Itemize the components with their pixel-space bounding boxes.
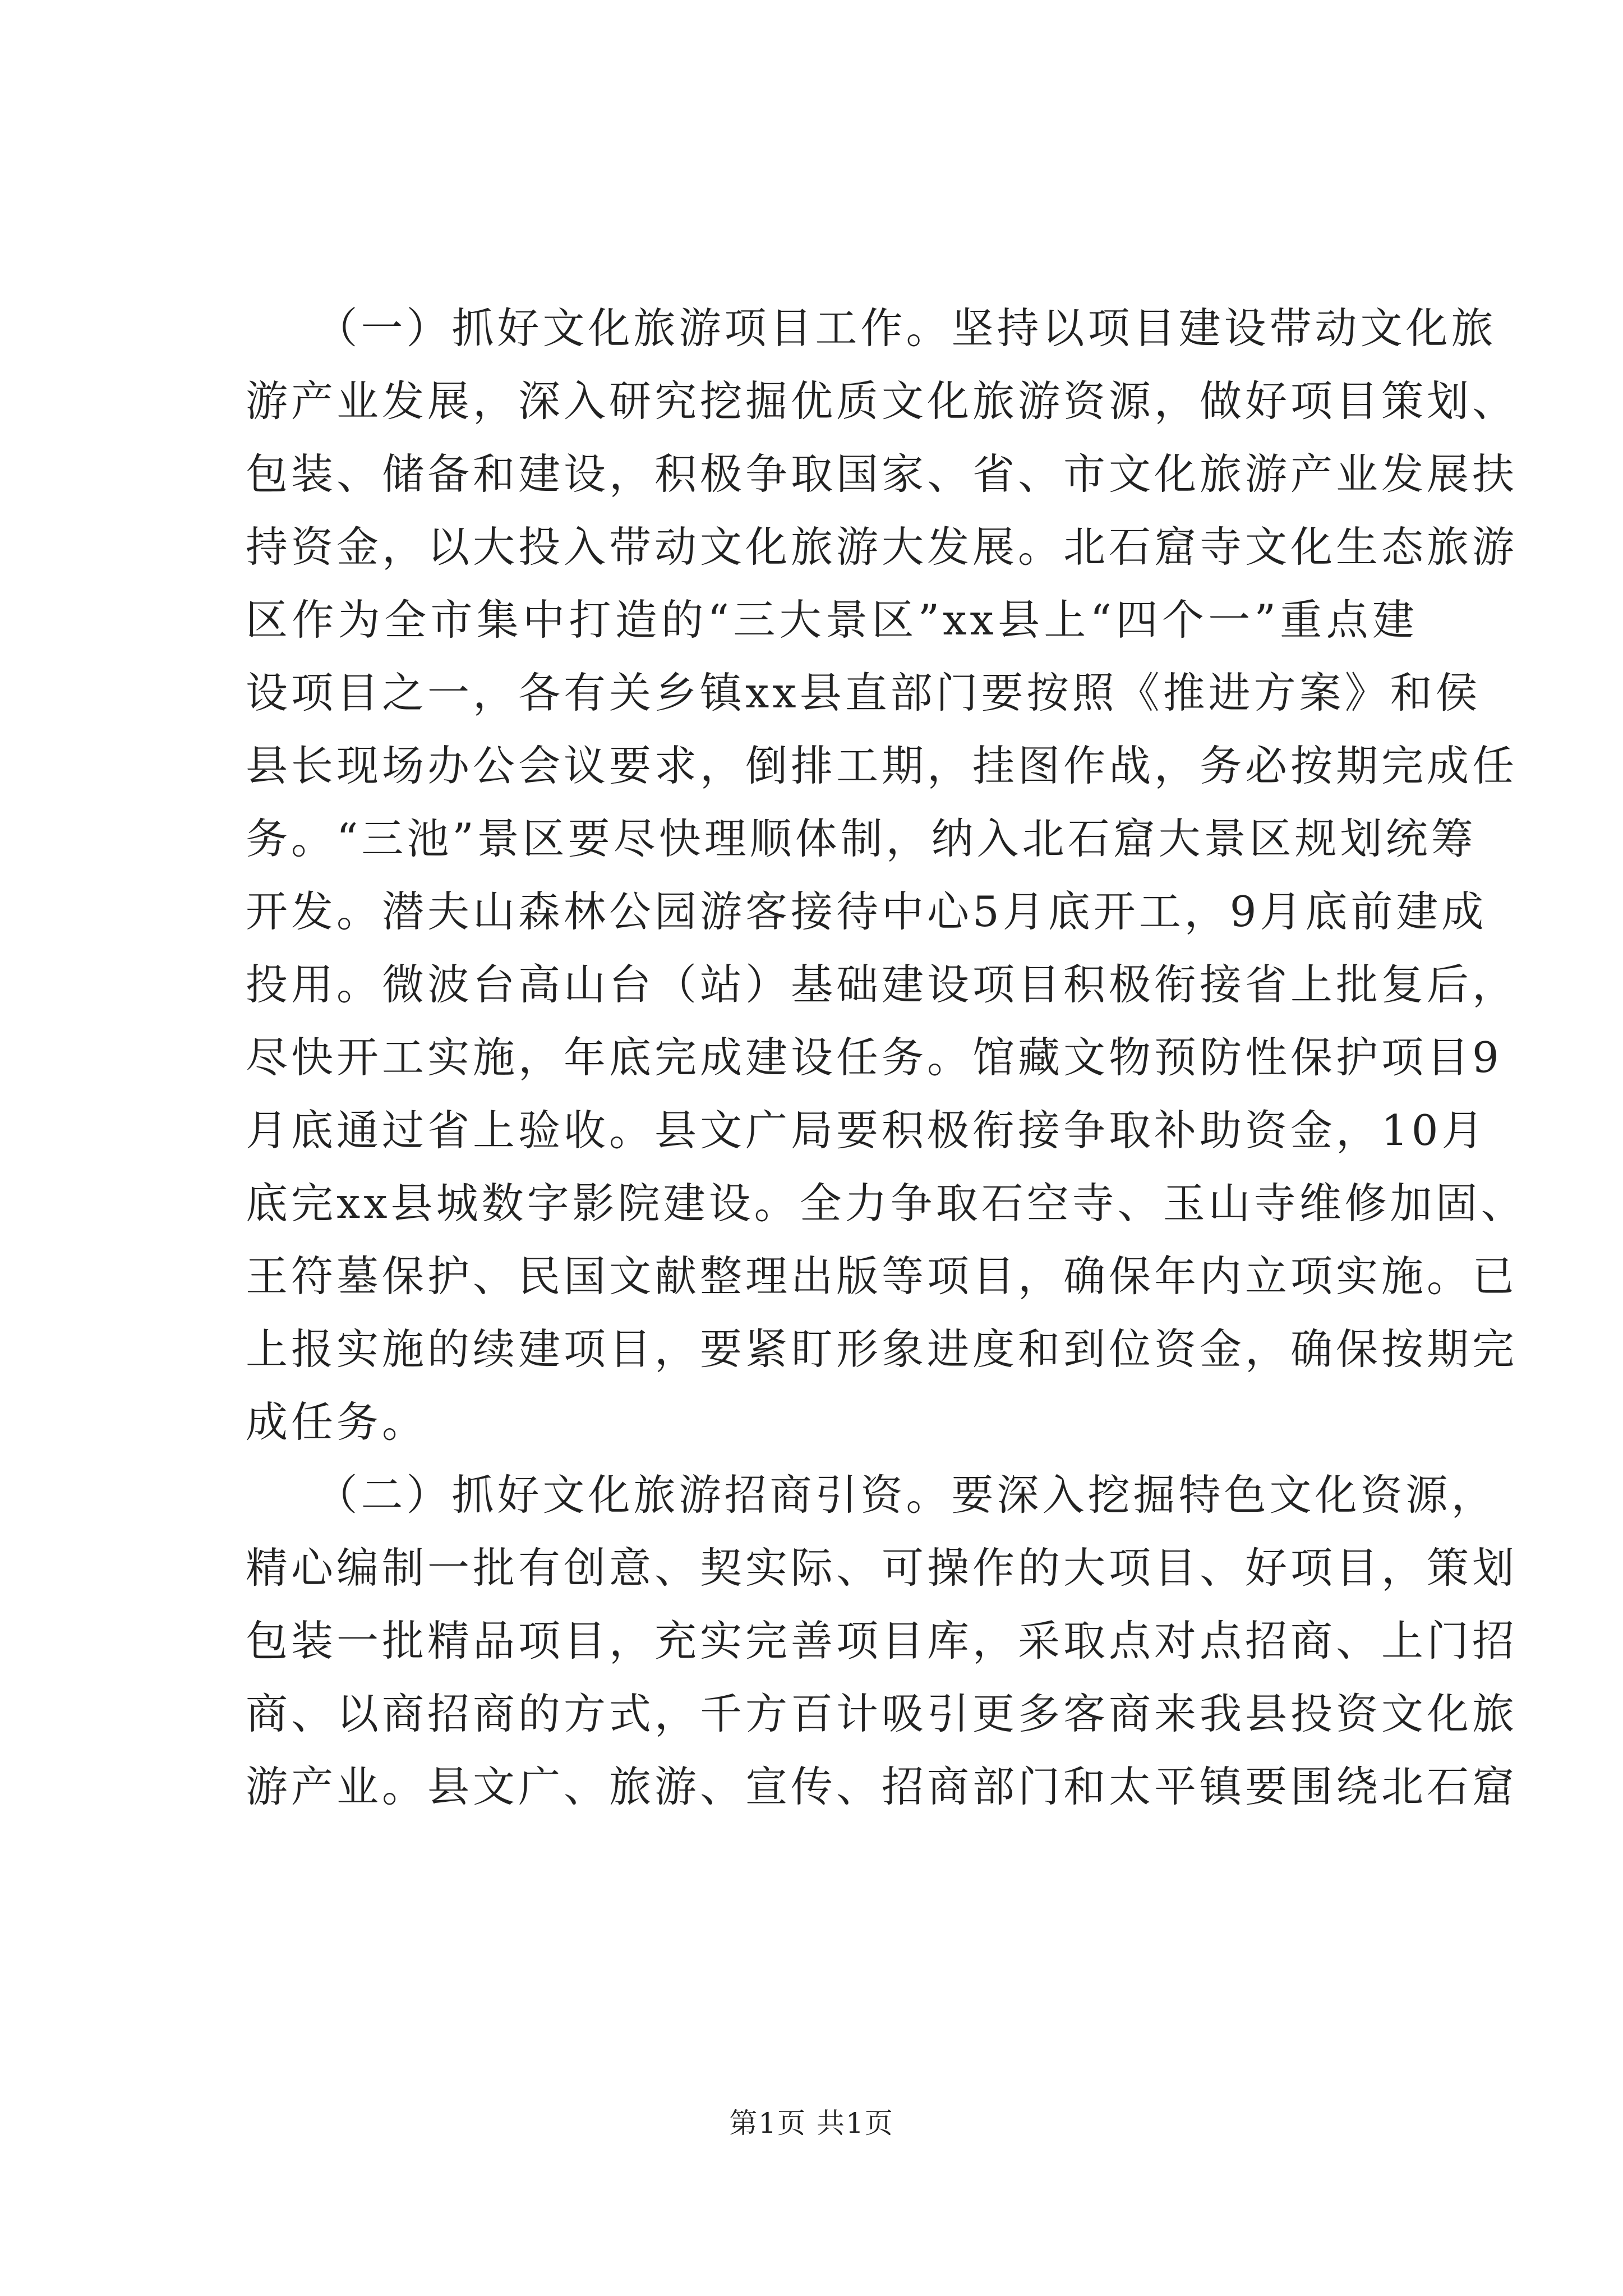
paragraph-2-line-4: 商、以商招商的方式，千方百计吸引更多客商来我县投资文化旅 xyxy=(246,1689,1518,1738)
paragraph-2-line-3: 包装一批精品项目，充实完善项目库，采取点对点招商、上门招 xyxy=(246,1616,1518,1665)
paragraph-1-line-2: 游产业发展，深入研究挖掘优质文化旅游资源，做好项目策划、 xyxy=(246,376,1518,426)
paragraph-1-line-7: 县长现场办公会议要求，倒排工期，挂图作战，务必按期完成任 xyxy=(246,741,1518,790)
paragraph-1-line-1: （一）抓好文化旅游项目工作。坚持以项目建设带动文化旅 xyxy=(246,303,1497,353)
page-footer: 第1页 共1页 xyxy=(729,2107,894,2139)
paragraph-1-line-11: 尽快开工实施，年底完成建设任务。馆藏文物预防性保护项目9 xyxy=(246,1033,1502,1082)
paragraph-1-line-6: 设项目之一，各有关乡镇xx县直部门要按照《推进方案》和侯 xyxy=(246,668,1481,717)
paragraph-1-line-5: 区作为全市集中打造的“三大景区”xx县上“四个一”重点建 xyxy=(246,595,1418,645)
paragraph-1-line-9: 开发。潜夫山森林公园游客接待中心5月底开工，9月底前建成 xyxy=(246,887,1487,936)
paragraph-1-line-8: 务。“三池”景区要尽快理顺体制，纳入北石窟大景区规划统筹 xyxy=(246,814,1477,863)
paragraph-1-line-16: 成任务。 xyxy=(246,1397,428,1447)
body-text xyxy=(246,292,1527,1823)
paragraph-2-line-5: 游产业。县文广、旅游、宣传、招商部门和太平镇要围绕北石窟 xyxy=(246,1762,1518,1811)
paragraph-1-line-15: 上报实施的续建项目，要紧盯形象进度和到位资金，确保按期完 xyxy=(246,1324,1518,1374)
paragraph-1-line-14: 王符墓保护、民国文献整理出版等项目，确保年内立项实施。已 xyxy=(246,1251,1518,1301)
paragraph-1-line-10: 投用。微波台高山台（站）基础建设项目积极衔接省上批复后， xyxy=(246,960,1518,1009)
paragraph-1-line-3: 包装、储备和建设，积极争取国家、省、市文化旅游产业发展扶 xyxy=(246,449,1518,499)
paragraph-2-line-1: （二）抓好文化旅游招商引资。要深入挖掘特色文化资源， xyxy=(246,1470,1497,1520)
paragraph-1-line-4: 持资金，以大投入带动文化旅游大发展。北石窟寺文化生态旅游 xyxy=(246,522,1518,572)
paragraph-1-line-13: 底完xx县城数字影院建设。全力争取石空寺、玉山寺维修加固、 xyxy=(246,1179,1527,1228)
paragraph-2-line-2: 精心编制一批有创意、契实际、可操作的大项目、好项目，策划 xyxy=(246,1543,1518,1593)
paragraph-1-line-12: 月底通过省上验收。县文广局要积极衔接争取补助资金，10月 xyxy=(246,1106,1487,1155)
